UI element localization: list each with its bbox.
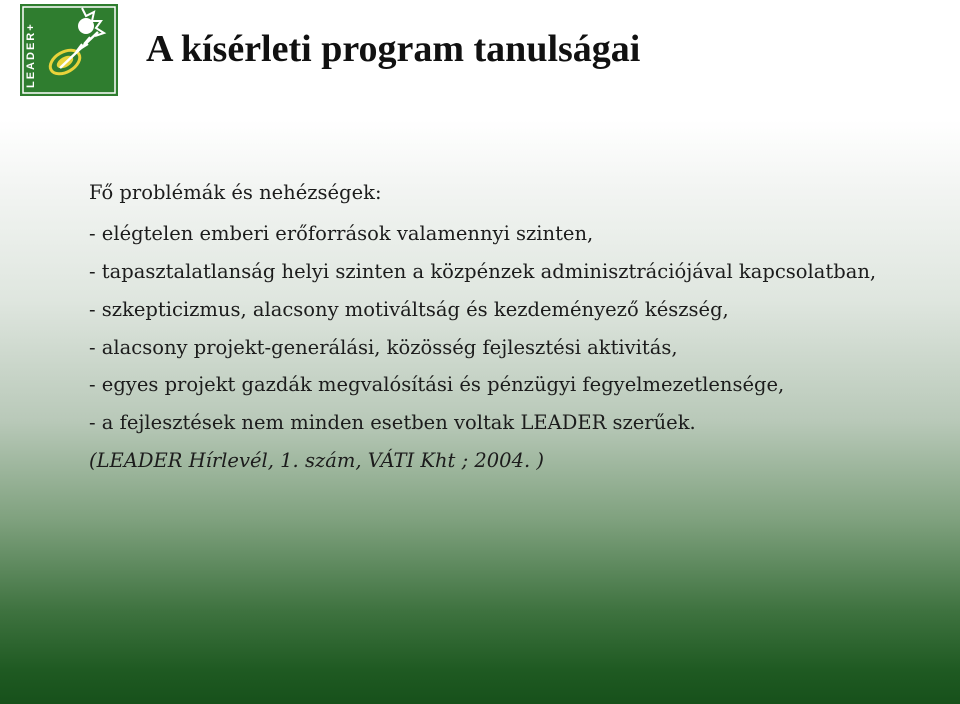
list-item: - elégtelen emberi erőforrások valamennyi szinten,	[89, 222, 594, 245]
slide-title: A kísérleti program tanulságai	[146, 28, 641, 70]
list-item: - a fejlesztések nem minden esetben voltak LEADER szerűek.	[89, 411, 696, 434]
list-heading: Fő problémák és nehézségek:	[89, 181, 382, 204]
list-item: - alacsony projekt-generálási, közösség fejlesztési aktivitás,	[89, 336, 678, 359]
leader-plus-logo	[20, 4, 118, 96]
list-item: - szkepticizmus, alacsony motiváltság és kezdeményező készség,	[89, 298, 729, 321]
list-item: - tapasztalatlanság helyi szinten a közpénzek adminisztrációjával kapcsolatban,	[89, 260, 877, 283]
logo-text: LEADER+	[25, 22, 37, 88]
citation: (LEADER Hírlevél, 1. szám, VÁTI Kht ; 2004. )	[89, 449, 544, 472]
list-item: - egyes projekt gazdák megvalósítási és pénzügyi fegyelmezetlensége,	[89, 373, 785, 396]
slide-content	[89, 178, 895, 475]
